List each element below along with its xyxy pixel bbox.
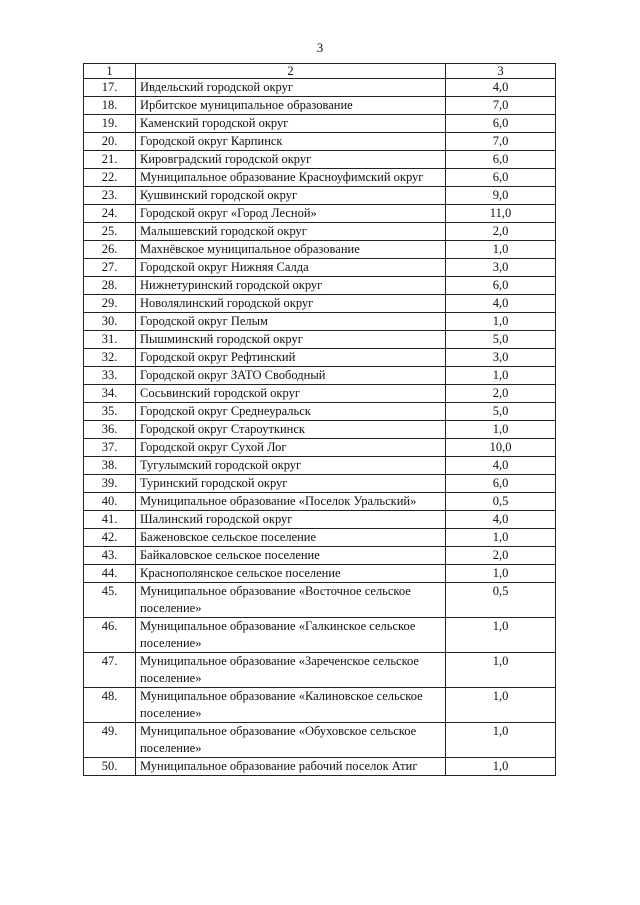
table-row xyxy=(84,313,556,331)
table-row xyxy=(84,151,556,169)
row-value: 2,0 xyxy=(446,223,556,241)
table-row xyxy=(84,187,556,205)
row-name: Городской округ Староуткинск xyxy=(136,421,446,439)
header-col-2: 2 xyxy=(136,64,446,79)
row-name: Ирбитское муниципальное образование xyxy=(136,97,446,115)
row-name: Байкаловское сельское поселение xyxy=(136,547,446,565)
table-row xyxy=(84,583,556,618)
row-name: Краснополянское сельское поселение xyxy=(136,565,446,583)
table-row xyxy=(84,115,556,133)
row-number: 32. xyxy=(84,349,136,367)
row-number: 17. xyxy=(84,79,136,97)
row-name: Муниципальное образование рабочий поселок Атиг xyxy=(136,758,446,776)
row-name: Муниципальное образование Красноуфимский округ xyxy=(136,169,446,187)
allocation-table xyxy=(83,63,556,776)
row-name: Городской округ «Город Лесной» xyxy=(136,205,446,223)
row-value: 1,0 xyxy=(446,653,556,688)
table-row xyxy=(84,169,556,187)
row-name: Муниципальное образование «Галкинское сельское поселение» xyxy=(136,618,446,653)
row-value: 1,0 xyxy=(446,723,556,758)
row-value: 5,0 xyxy=(446,331,556,349)
row-name: Городской округ Нижняя Салда xyxy=(136,259,446,277)
row-number: 26. xyxy=(84,241,136,259)
page-number: 3 xyxy=(316,40,324,55)
table-row xyxy=(84,493,556,511)
row-name: Муниципальное образование «Калиновское сельское поселение» xyxy=(136,688,446,723)
row-number: 33. xyxy=(84,367,136,385)
row-number: 35. xyxy=(84,403,136,421)
table-row xyxy=(84,529,556,547)
table-row xyxy=(84,205,556,223)
row-number: 28. xyxy=(84,277,136,295)
row-number: 43. xyxy=(84,547,136,565)
table-row xyxy=(84,403,556,421)
header-col-1: 1 xyxy=(84,64,136,79)
row-number: 36. xyxy=(84,421,136,439)
row-number: 21. xyxy=(84,151,136,169)
table-row xyxy=(84,421,556,439)
table-row xyxy=(84,547,556,565)
row-value: 4,0 xyxy=(446,79,556,97)
row-value: 9,0 xyxy=(446,187,556,205)
table-row xyxy=(84,133,556,151)
row-number: 45. xyxy=(84,583,136,618)
row-number: 47. xyxy=(84,653,136,688)
row-number: 41. xyxy=(84,511,136,529)
row-number: 22. xyxy=(84,169,136,187)
row-name: Муниципальное образование «Восточное сельское поселение» xyxy=(136,583,446,618)
row-name: Тугулымский городской округ xyxy=(136,457,446,475)
row-name: Шалинский городской округ xyxy=(136,511,446,529)
row-name: Городской округ Карпинск xyxy=(136,133,446,151)
row-value: 1,0 xyxy=(446,565,556,583)
table-row xyxy=(84,688,556,723)
row-name: Городской округ Рефтинский xyxy=(136,349,446,367)
row-number: 40. xyxy=(84,493,136,511)
row-name: Ивдельский городской округ xyxy=(136,79,446,97)
table-row xyxy=(84,385,556,403)
row-name: Городской округ Сухой Лог xyxy=(136,439,446,457)
row-name: Городской округ ЗАТО Свободный xyxy=(136,367,446,385)
row-number: 44. xyxy=(84,565,136,583)
row-value: 7,0 xyxy=(446,97,556,115)
row-value: 4,0 xyxy=(446,457,556,475)
row-value: 1,0 xyxy=(446,367,556,385)
row-value: 2,0 xyxy=(446,547,556,565)
table-row xyxy=(84,223,556,241)
row-value: 5,0 xyxy=(446,403,556,421)
row-name: Кушвинский городской округ xyxy=(136,187,446,205)
table-row xyxy=(84,295,556,313)
row-value: 3,0 xyxy=(446,349,556,367)
row-value: 1,0 xyxy=(446,421,556,439)
table-row xyxy=(84,439,556,457)
row-name: Городской округ Пелым xyxy=(136,313,446,331)
row-number: 25. xyxy=(84,223,136,241)
table-row xyxy=(84,618,556,653)
table-row xyxy=(84,97,556,115)
row-name: Каменский городской округ xyxy=(136,115,446,133)
table-row xyxy=(84,511,556,529)
table-row xyxy=(84,331,556,349)
row-name: Махнёвское муниципальное образование xyxy=(136,241,446,259)
table-row xyxy=(84,758,556,776)
row-value: 1,0 xyxy=(446,618,556,653)
table-row xyxy=(84,565,556,583)
row-number: 18. xyxy=(84,97,136,115)
row-number: 37. xyxy=(84,439,136,457)
table-row xyxy=(84,277,556,295)
row-value: 1,0 xyxy=(446,313,556,331)
row-number: 34. xyxy=(84,385,136,403)
row-number: 30. xyxy=(84,313,136,331)
row-value: 0,5 xyxy=(446,583,556,618)
table-row xyxy=(84,259,556,277)
row-name: Баженовское сельское поселение xyxy=(136,529,446,547)
row-value: 6,0 xyxy=(446,475,556,493)
table-row xyxy=(84,723,556,758)
row-value: 6,0 xyxy=(446,151,556,169)
row-number: 39. xyxy=(84,475,136,493)
row-number: 48. xyxy=(84,688,136,723)
row-value: 2,0 xyxy=(446,385,556,403)
row-value: 7,0 xyxy=(446,133,556,151)
row-name: Сосьвинский городской округ xyxy=(136,385,446,403)
row-name: Пышминский городской округ xyxy=(136,331,446,349)
row-number: 29. xyxy=(84,295,136,313)
row-value: 11,0 xyxy=(446,205,556,223)
row-value: 6,0 xyxy=(446,277,556,295)
row-value: 6,0 xyxy=(446,169,556,187)
row-number: 20. xyxy=(84,133,136,151)
row-number: 38. xyxy=(84,457,136,475)
row-number: 50. xyxy=(84,758,136,776)
row-name: Муниципальное образование «Поселок Уральский» xyxy=(136,493,446,511)
row-value: 0,5 xyxy=(446,493,556,511)
row-name: Новолялинский городской округ xyxy=(136,295,446,313)
row-number: 23. xyxy=(84,187,136,205)
table-row xyxy=(84,349,556,367)
row-value: 1,0 xyxy=(446,241,556,259)
row-name: Малышевский городской округ xyxy=(136,223,446,241)
row-number: 27. xyxy=(84,259,136,277)
row-name: Муниципальное образование «Зареченское сельское поселение» xyxy=(136,653,446,688)
table-row xyxy=(84,457,556,475)
row-value: 6,0 xyxy=(446,115,556,133)
row-number: 24. xyxy=(84,205,136,223)
table-row xyxy=(84,367,556,385)
row-name: Нижнетуринский городской округ xyxy=(136,277,446,295)
table-header-row xyxy=(84,64,556,79)
table-row xyxy=(84,241,556,259)
row-number: 19. xyxy=(84,115,136,133)
row-number: 31. xyxy=(84,331,136,349)
row-number: 42. xyxy=(84,529,136,547)
row-value: 1,0 xyxy=(446,529,556,547)
row-name: Муниципальное образование «Обуховское сельское поселение» xyxy=(136,723,446,758)
table-row xyxy=(84,475,556,493)
table-row xyxy=(84,79,556,97)
row-value: 4,0 xyxy=(446,295,556,313)
row-number: 46. xyxy=(84,618,136,653)
row-value: 4,0 xyxy=(446,511,556,529)
row-name: Городской округ Среднеуральск xyxy=(136,403,446,421)
row-value: 1,0 xyxy=(446,758,556,776)
row-value: 10,0 xyxy=(446,439,556,457)
row-value: 1,0 xyxy=(446,688,556,723)
table-row xyxy=(84,653,556,688)
row-value: 3,0 xyxy=(446,259,556,277)
header-col-3: 3 xyxy=(446,64,556,79)
row-number: 49. xyxy=(84,723,136,758)
row-name: Кировградский городской округ xyxy=(136,151,446,169)
row-name: Туринский городской округ xyxy=(136,475,446,493)
